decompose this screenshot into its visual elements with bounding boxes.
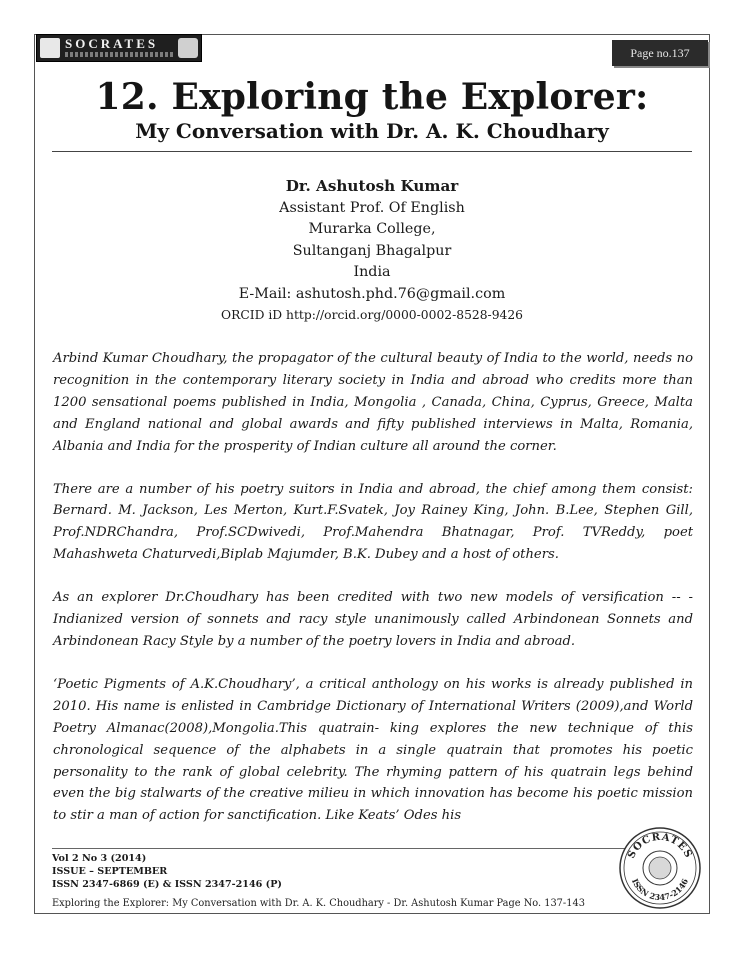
footer-divider — [52, 848, 692, 849]
journal-volume: Vol 2 No 3 (2014) — [52, 853, 147, 864]
footer-citation: Exploring the Explorer: My Conversation with Dr. A. K. Choudhary - Dr. Ashutosh Kumar Page No. 137-143 — [52, 898, 585, 909]
author-orcid[interactable]: ORCID iD http://orcid.org/0000-0002-8528-9426 — [220, 308, 523, 322]
paragraph-2: There are a number of his poetry suitors in India and abroad, the chief among them consist: Bernard. M. Jackson, Les Merton, Kurt.F.Svatek, Joy Rainey King, John. B.Lee, Stephen Gill, Prof.NDRChandra, Prof.SCDwivedi, Prof.Mahendra Bhatnagar, Prof. TVReddy, poet Mahashweta Chaturvedi,Biplab Majumder, B.K. Dubey and a host of others. — [53, 481, 693, 563]
author-position: Assistant Prof. Of English — [279, 199, 465, 216]
seal-top-text: SOCRATES — [626, 831, 694, 861]
page-number-badge: Page no.137 — [612, 40, 708, 66]
author-name: Dr. Ashutosh Kumar — [285, 177, 459, 195]
seal-icon — [178, 38, 198, 58]
article-title: 12. Exploring the Explorer: — [95, 76, 649, 118]
author-city: Sultanganj Bhagalpur — [292, 242, 452, 259]
author-country: India — [353, 264, 391, 280]
paragraph-4: ‘Poetic Pigments of A.K.Choudhary’, a critical anthology on his works is already published in 2010. His name is enlisted in Cambridge Dictionary of International Writers (2009),and World Poetry Almanac(2008),Mongolia.This quatrain- king explores the new technique of this chronological sequence of the alphabets in a single quatrain that promotes his poetic personality to the rank of global celebrity. The rhyming pattern of his quatrain legs behind even the big stalwarts of the creative milieu in which innovation has become his poetic mission to stir a man of action for sanctification. Like Keats’ Odes his — [53, 676, 693, 824]
paragraph-3: As an explorer Dr.Choudhary has been credited with two new models of versification -- - Indianized version of sonnets and racy style unanimously called Arbindonean Sonnets and Arbindonean Racy Style by a number of the poetry lovers in India and abroad. — [53, 590, 693, 649]
seal-bottom-text: ISSN 2347-2146 — [629, 876, 691, 903]
article-subtitle: My Conversation with Dr. A. K. Choudhary — [135, 119, 609, 143]
author-email[interactable]: E-Mail: ashutosh.phd.76@gmail.com — [238, 285, 506, 302]
journal-issue: ISSUE – SEPTEMBER — [52, 866, 168, 878]
journal-issn: ISSN 2347-6869 (E) & ISSN 2347-2146 (P) — [52, 879, 282, 891]
logo-text: SOCRATES — [65, 36, 159, 51]
journal-info — [52, 852, 282, 892]
emblem-icon — [40, 38, 60, 58]
article-body — [53, 348, 693, 827]
author-college: Murarka College, — [308, 221, 436, 237]
paragraph-1: Arbind Kumar Choudhary, the propagator of the cultural beauty of India to the world, needs no recognition in the contemporary literary society in India and abroad who credits more than 1200 sensational poems published in India, Mongolia , Canada, China, Cyprus, Greece, Malta and England national and global awards and fifty published interviews in Malta, Romania, Albania and India for the prosperity of Indian culture all around the corner. — [53, 351, 693, 454]
title-divider — [52, 151, 692, 152]
socrates-seal-icon — [618, 826, 702, 910]
author-block — [34, 176, 710, 327]
logo-tagline-lines — [65, 52, 173, 57]
socrates-logo — [36, 34, 202, 62]
